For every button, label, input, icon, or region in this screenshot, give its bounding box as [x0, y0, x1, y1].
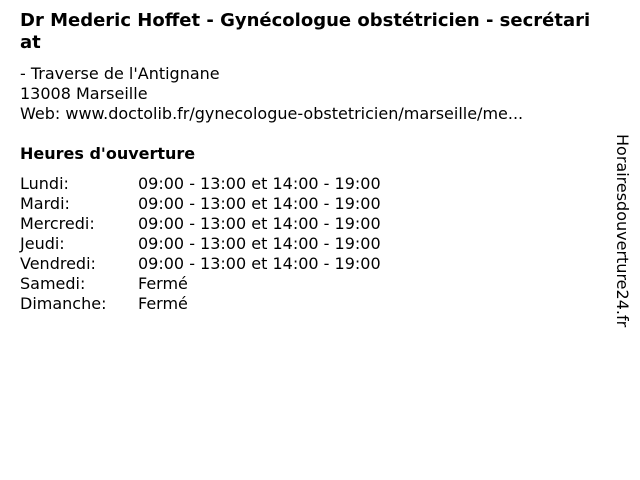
- day-label: Samedi:: [20, 274, 86, 293]
- time-value: 09:00 - 13:00 et 14:00 - 19:00: [138, 174, 381, 193]
- day-label: Dimanche:: [20, 294, 107, 313]
- time-value: Fermé: [138, 274, 188, 293]
- day-label: Mercredi:: [20, 214, 95, 233]
- watermark-text: Horairesdouverture24.fr: [613, 134, 632, 328]
- time-value: 09:00 - 13:00 et 14:00 - 19:00: [138, 214, 381, 233]
- hours-heading: Heures d'ouverture: [20, 144, 196, 163]
- day-label: Lundi:: [20, 174, 69, 193]
- website-link[interactable]: Web: www.doctolib.fr/gynecologue-obstetricien/marseille/me...: [20, 104, 524, 123]
- address-block: [20, 64, 595, 124]
- day-label: Jeudi:: [20, 234, 65, 253]
- time-value: 09:00 - 13:00 et 14:00 - 19:00: [138, 234, 381, 253]
- time-value: 09:00 - 13:00 et 14:00 - 19:00: [138, 194, 381, 213]
- city-postal: 13008 Marseille: [20, 84, 148, 103]
- site-watermark: [612, 134, 632, 370]
- business-title: Dr Mederic Hoffet - Gynécologue obstétricien - secrétariat: [20, 10, 591, 53]
- time-value: Fermé: [138, 294, 188, 313]
- day-label: Vendredi:: [20, 254, 96, 273]
- day-label: Mardi:: [20, 194, 70, 213]
- street-address: - Traverse de l'Antignane: [20, 64, 220, 83]
- time-value: 09:00 - 13:00 et 14:00 - 19:00: [138, 254, 381, 273]
